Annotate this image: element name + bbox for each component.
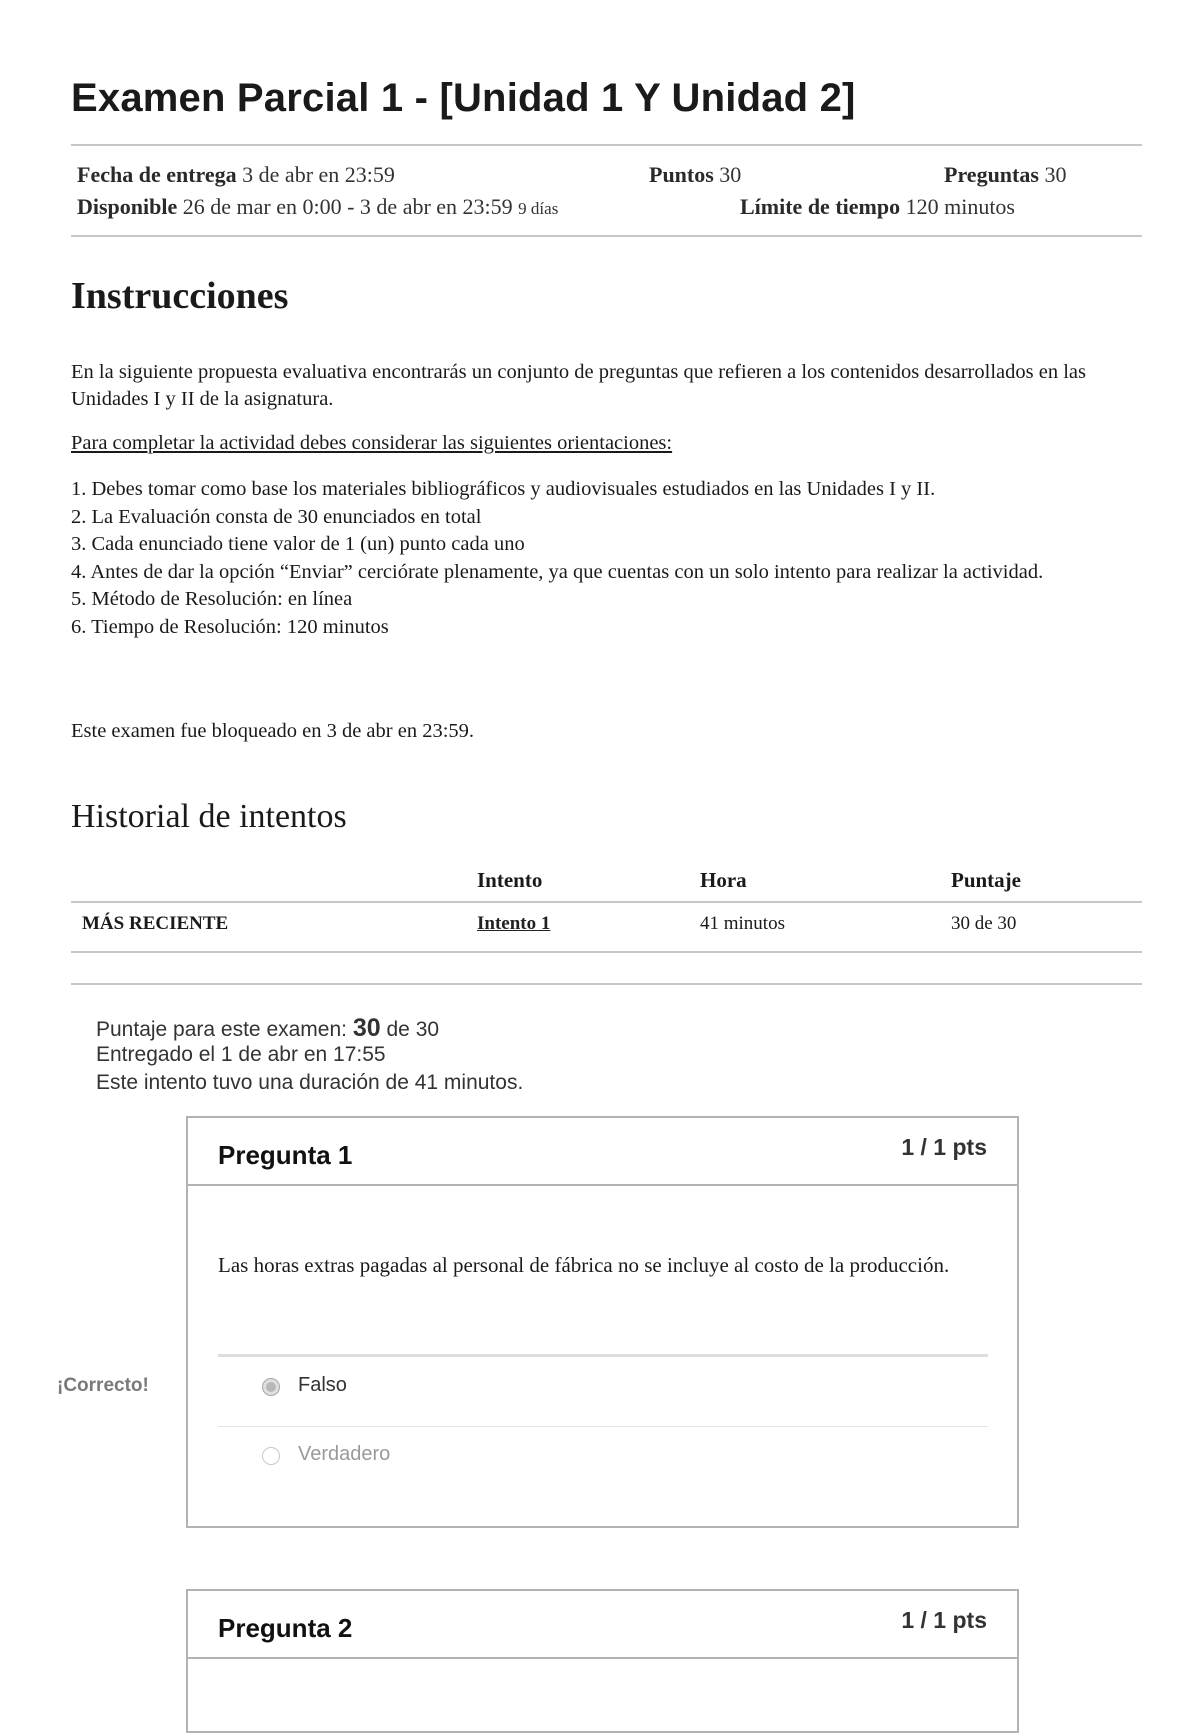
question-points: 1 / 1 pts bbox=[901, 1134, 987, 1160]
question-card bbox=[186, 1589, 1019, 1733]
list-item: 5. Método de Resolución: en línea bbox=[71, 588, 353, 610]
question-card bbox=[186, 1116, 1019, 1528]
history-heading: Historial de intentos bbox=[71, 798, 347, 835]
correct-label: ¡Correcto! bbox=[57, 1375, 149, 1396]
question-title: Pregunta 2 bbox=[218, 1613, 353, 1643]
points-value: 30 bbox=[719, 162, 742, 187]
divider bbox=[71, 235, 1142, 237]
instructions-intro: En la siguiente propuesta evaluativa encontrarás un conjunto de preguntas que refieren a los contenidos desarrollados en las Unidades I y II de la asignatura. bbox=[71, 361, 1086, 410]
answer-label: Verdadero bbox=[298, 1443, 391, 1465]
answer-option[interactable] bbox=[218, 1426, 988, 1493]
available-days: 9 días bbox=[518, 199, 559, 218]
list-item: 1. Debes tomar como base los materiales bibliográficos y audiovisuales estudiados en las Unidades I y II. bbox=[71, 478, 936, 500]
questions-count bbox=[944, 162, 1066, 188]
row-label-most-recent: MÁS RECIENTE bbox=[82, 913, 229, 934]
answer-option[interactable] bbox=[218, 1358, 988, 1424]
due-value: 3 de abr en 23:59 bbox=[242, 162, 395, 187]
divider bbox=[71, 983, 1142, 985]
column-header-score: Puntaje bbox=[951, 868, 1021, 892]
locked-notice: Este examen fue bloqueado en 3 de abr en 23:59. bbox=[71, 720, 475, 742]
table-header-divider bbox=[71, 901, 1142, 903]
instructions-orientation: Para completar la actividad debes considerar las siguientes orientaciones: bbox=[71, 432, 673, 454]
divider bbox=[71, 144, 1142, 146]
instructions-heading: Instrucciones bbox=[71, 275, 289, 317]
table-row-divider bbox=[71, 951, 1142, 953]
score-summary bbox=[96, 1014, 439, 1043]
question-title: Pregunta 1 bbox=[218, 1140, 353, 1170]
radio-unselected-icon[interactable] bbox=[262, 1447, 280, 1465]
score-suffix: de 30 bbox=[386, 1018, 440, 1041]
attempt-score: 30 de 30 bbox=[951, 913, 1017, 934]
submitted-date: Entregado el 1 de abr en 17:55 bbox=[96, 1043, 386, 1066]
due-date bbox=[77, 162, 395, 188]
column-header-attempt: Intento bbox=[477, 868, 543, 892]
instructions-list bbox=[71, 476, 1142, 641]
time-limit bbox=[740, 194, 1015, 220]
answer-label: Falso bbox=[298, 1374, 347, 1396]
list-item: 6. Tiempo de Resolución: 120 minutos bbox=[71, 615, 389, 638]
attempt-link[interactable]: Intento 1 bbox=[477, 913, 551, 934]
question-points: 1 / 1 pts bbox=[901, 1607, 987, 1633]
answers-divider bbox=[218, 1354, 988, 1357]
page-title: Examen Parcial 1 - [Unidad 1 Y Unidad 2] bbox=[71, 76, 856, 120]
time-limit-value: 120 minutos bbox=[905, 194, 1015, 219]
points bbox=[649, 162, 741, 188]
attempt-time: 41 minutos bbox=[700, 913, 785, 934]
question-header bbox=[188, 1591, 1017, 1659]
available-label: Disponible bbox=[77, 194, 178, 219]
question-text: Las horas extras pagadas al personal de fábrica no se incluye al costo de la producción. bbox=[218, 1253, 950, 1277]
available-value: 26 de mar en 0:00 - 3 de abr en 23:59 bbox=[182, 194, 513, 219]
radio-selected-icon[interactable] bbox=[262, 1378, 280, 1396]
list-item: 2. La Evaluación consta de 30 enunciados en total bbox=[71, 505, 482, 528]
time-limit-label: Límite de tiempo bbox=[740, 194, 901, 219]
list-item: 4. Antes de dar la opción “Enviar” cerciórate plenamente, ya que cuentas con un solo intento para realizar la actividad. bbox=[71, 560, 1044, 583]
attempt-duration: Este intento tuvo una duración de 41 minutos. bbox=[96, 1071, 524, 1094]
score-value: 30 bbox=[352, 1014, 381, 1042]
due-label: Fecha de entrega bbox=[77, 162, 237, 187]
list-item: 3. Cada enunciado tiene valor de 1 (un) punto cada uno bbox=[71, 533, 525, 555]
score-prefix: Puntaje para este examen: bbox=[96, 1018, 347, 1041]
availability bbox=[77, 194, 558, 220]
question-header bbox=[188, 1118, 1017, 1186]
questions-value: 30 bbox=[1044, 162, 1067, 187]
column-header-time: Hora bbox=[700, 868, 747, 892]
points-label: Puntos bbox=[649, 162, 714, 187]
questions-label: Preguntas bbox=[944, 162, 1039, 187]
